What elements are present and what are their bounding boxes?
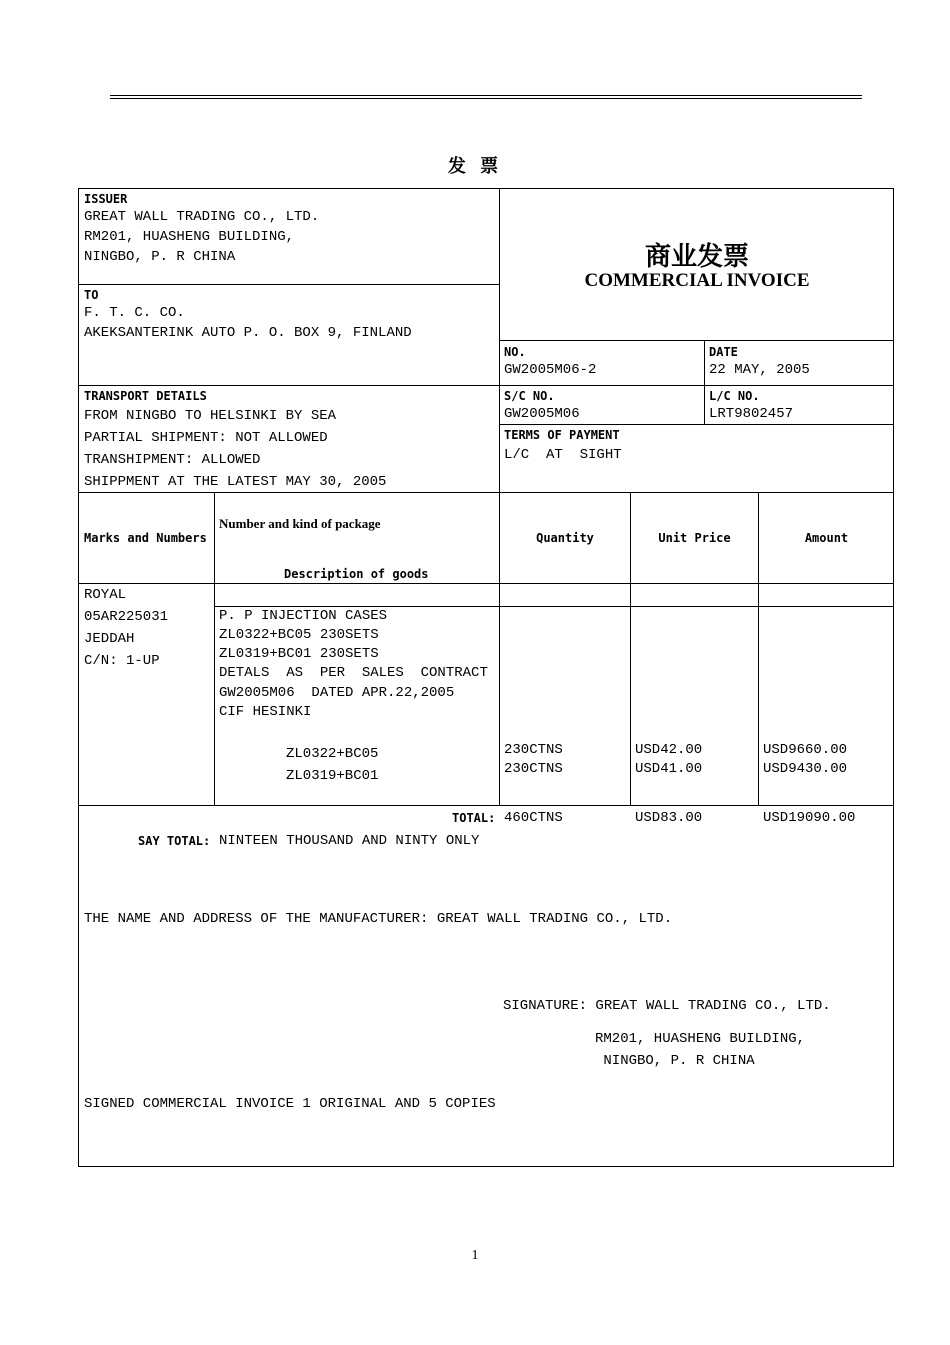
shipping-mark: C/N: 1-UP	[84, 653, 160, 669]
divider	[499, 340, 894, 341]
total-quantity: 460CTNS	[504, 810, 563, 826]
shipping-mark: 05AR225031	[84, 609, 169, 625]
divider	[78, 385, 894, 386]
shipping-mark: ROYAL	[84, 587, 127, 603]
transport-line: PARTIAL SHIPMENT: NOT ALLOWED	[84, 430, 328, 446]
description-header: Description of goods	[284, 567, 429, 581]
transport-line: FROM NINGBO TO HELSINKI BY SEA	[84, 408, 337, 424]
sc-label: S/C NO.	[504, 389, 555, 403]
total-label: TOTAL:	[452, 811, 496, 825]
page-number: 1	[471, 1248, 479, 1263]
transport-label: TRANSPORT DETAILS	[84, 389, 207, 403]
item-amount: USD9430.00	[763, 761, 848, 777]
transport-line: TRANSHIPMENT: ALLOWED	[84, 452, 261, 468]
no-label: NO.	[504, 345, 526, 359]
signature-address: NINGBO, P. R CHINA	[595, 1053, 755, 1069]
top-rule	[110, 95, 862, 96]
item-quantity: 230CTNS	[504, 761, 563, 777]
total-amount: USD19090.00	[763, 810, 856, 826]
divider	[499, 583, 500, 805]
issuer-line: RM201, HUASHENG BUILDING,	[84, 229, 295, 245]
date-label: DATE	[709, 345, 738, 359]
issuer-label: ISSUER	[84, 192, 128, 206]
sc-number: GW2005M06	[504, 406, 580, 422]
divider	[214, 492, 215, 805]
manufacturer-line: THE NAME AND ADDRESS OF THE MANUFACTURER: GREAT WALL TRADING CO., LTD.	[84, 911, 673, 927]
goods-description: P. P INJECTION CASES	[219, 608, 388, 624]
goods-description: DETALS AS PER SALES CONTRACT	[219, 665, 488, 681]
item-model: ZL0322+BC05	[286, 746, 379, 762]
goods-description: ZL0322+BC05 230SETS	[219, 627, 379, 643]
divider	[704, 340, 705, 424]
goods-description: CIF HESINKI	[219, 704, 312, 720]
divider	[499, 424, 894, 425]
invoice-number: GW2005M06-2	[504, 362, 597, 378]
top-rule-double	[110, 98, 862, 99]
signature-address: RM201, HUASHENG BUILDING,	[595, 1031, 806, 1047]
marks-header: Marks and Numbers	[84, 531, 207, 545]
document-title: 发 票	[447, 156, 503, 177]
amount-header: Amount	[804, 531, 849, 545]
divider	[78, 805, 894, 806]
quantity-header: Quantity	[536, 531, 594, 545]
issuer-line: GREAT WALL TRADING CO., LTD.	[84, 209, 320, 225]
to-line: F. T. C. CO.	[84, 305, 185, 321]
signature-line: SIGNATURE: GREAT WALL TRADING CO., LTD.	[503, 998, 831, 1014]
lc-number: LRT9802457	[709, 406, 794, 422]
say-total-label: SAY TOTAL:	[138, 834, 211, 848]
unit-price-header: Unit Price	[658, 531, 731, 545]
terms-label: TERMS OF PAYMENT	[504, 428, 620, 442]
item-amount: USD9660.00	[763, 742, 848, 758]
copies-note: SIGNED COMMERCIAL INVOICE 1 ORIGINAL AND 5 COPIES	[84, 1096, 496, 1112]
divider	[78, 492, 894, 493]
goods-description: ZL0319+BC01 230SETS	[219, 646, 379, 662]
commercial-invoice-cn-title: 商业发票	[644, 242, 749, 272]
goods-description: GW2005M06 DATED APR.22,2005	[219, 685, 455, 701]
item-model: ZL0319+BC01	[286, 768, 379, 784]
package-header: Number and kind of package	[219, 516, 381, 531]
divider	[78, 284, 499, 285]
invoice-date: 22 MAY, 2005	[709, 362, 810, 378]
commercial-invoice-en-title: COMMERCIAL INVOICE	[584, 270, 810, 291]
to-label: TO	[84, 288, 99, 302]
item-unit-price: USD42.00	[635, 742, 703, 758]
terms-value: L/C AT SIGHT	[504, 447, 622, 463]
transport-line: SHIPPMENT AT THE LATEST MAY 30, 2005	[84, 474, 387, 490]
item-unit-price: USD41.00	[635, 761, 703, 777]
item-quantity: 230CTNS	[504, 742, 563, 758]
lc-label: L/C NO.	[709, 389, 760, 403]
shipping-mark: JEDDAH	[84, 631, 135, 647]
total-unit-price: USD83.00	[635, 810, 703, 826]
say-total-value: NINTEEN THOUSAND AND NINTY ONLY	[219, 833, 480, 849]
issuer-line: NINGBO, P. R CHINA	[84, 249, 236, 265]
divider	[78, 583, 894, 584]
to-line: AKEKSANTERINK AUTO P. O. BOX 9, FINLAND	[84, 325, 412, 341]
